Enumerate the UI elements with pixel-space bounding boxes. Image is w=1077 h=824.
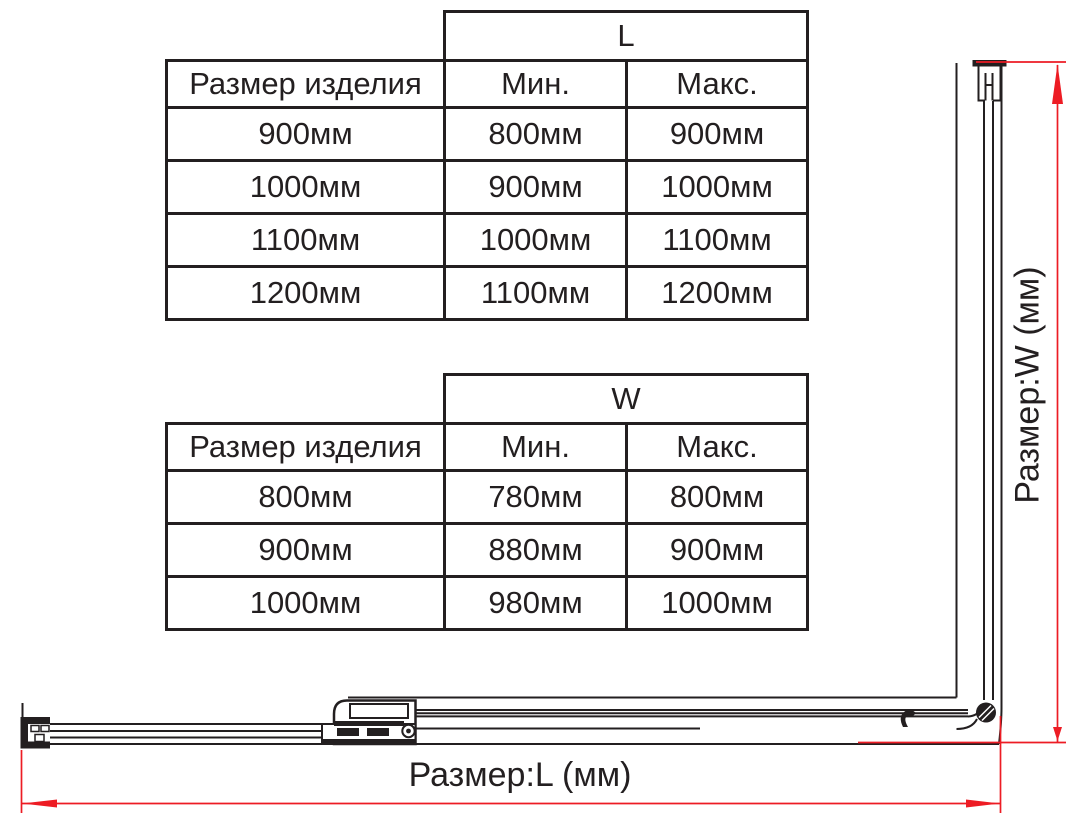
side-glass-panel bbox=[957, 63, 1002, 708]
table-cell: 1200мм bbox=[627, 267, 808, 320]
table-row bbox=[167, 108, 808, 161]
table-cell: 800мм bbox=[627, 471, 808, 524]
table-cell: 800мм bbox=[445, 108, 627, 161]
dimension-l-arrow-left-icon bbox=[22, 800, 57, 808]
table-row bbox=[167, 471, 808, 524]
dimension-w-arrow-up-icon bbox=[1052, 64, 1063, 104]
table-cell: 1000мм bbox=[627, 161, 808, 214]
table-cell: 900мм bbox=[167, 524, 445, 577]
table-column-header: Мин. bbox=[445, 424, 627, 471]
corner-joint bbox=[957, 703, 1002, 745]
table-cell: 900мм bbox=[445, 161, 627, 214]
table-cell: 900мм bbox=[167, 108, 445, 161]
table-column-header: Размер изделия bbox=[167, 424, 445, 471]
table-row bbox=[167, 161, 808, 214]
table-row bbox=[167, 577, 808, 630]
table-column-header: Макс. bbox=[627, 61, 808, 108]
bottom-track-assembly bbox=[23, 698, 1000, 745]
table-row bbox=[167, 524, 808, 577]
table-column-header: Макс. bbox=[627, 424, 808, 471]
table-column-header: Размер изделия bbox=[167, 61, 445, 108]
dimension-w-arrow-down-icon bbox=[1053, 727, 1062, 741]
table-cell: 980мм bbox=[445, 577, 627, 630]
dimension-label-l: Размер:L (мм) bbox=[408, 756, 632, 794]
left-end-cap bbox=[21, 717, 51, 749]
table-group-header: W bbox=[445, 375, 808, 424]
dimension-l-arrow-right-icon bbox=[966, 800, 1000, 808]
roller-bracket bbox=[322, 701, 416, 746]
l-size-table bbox=[165, 10, 809, 321]
dimension-label-w: Размер:W (мм) bbox=[1008, 266, 1047, 504]
table-column-header: Мин. bbox=[445, 61, 627, 108]
table-corner-spacer bbox=[167, 375, 445, 424]
table-cell: 1000мм bbox=[167, 577, 445, 630]
table-row bbox=[167, 267, 808, 320]
table-cell: 1200мм bbox=[167, 267, 445, 320]
table-group-header: L bbox=[445, 12, 808, 61]
table-cell: 1100мм bbox=[167, 214, 445, 267]
table-row bbox=[167, 214, 808, 267]
table-cell: 800мм bbox=[167, 471, 445, 524]
table-cell: 1000мм bbox=[167, 161, 445, 214]
table-cell: 1100мм bbox=[627, 214, 808, 267]
table-corner-spacer bbox=[167, 12, 445, 61]
table-cell: 1000мм bbox=[445, 214, 627, 267]
table-cell: 1000мм bbox=[627, 577, 808, 630]
table-cell: 780мм bbox=[445, 471, 627, 524]
table-cell: 900мм bbox=[627, 108, 808, 161]
table-cell: 900мм bbox=[627, 524, 808, 577]
top-wall-profile-section bbox=[973, 60, 1007, 101]
w-size-table bbox=[165, 373, 809, 631]
table-cell: 880мм bbox=[445, 524, 627, 577]
table-cell: 1100мм bbox=[445, 267, 627, 320]
